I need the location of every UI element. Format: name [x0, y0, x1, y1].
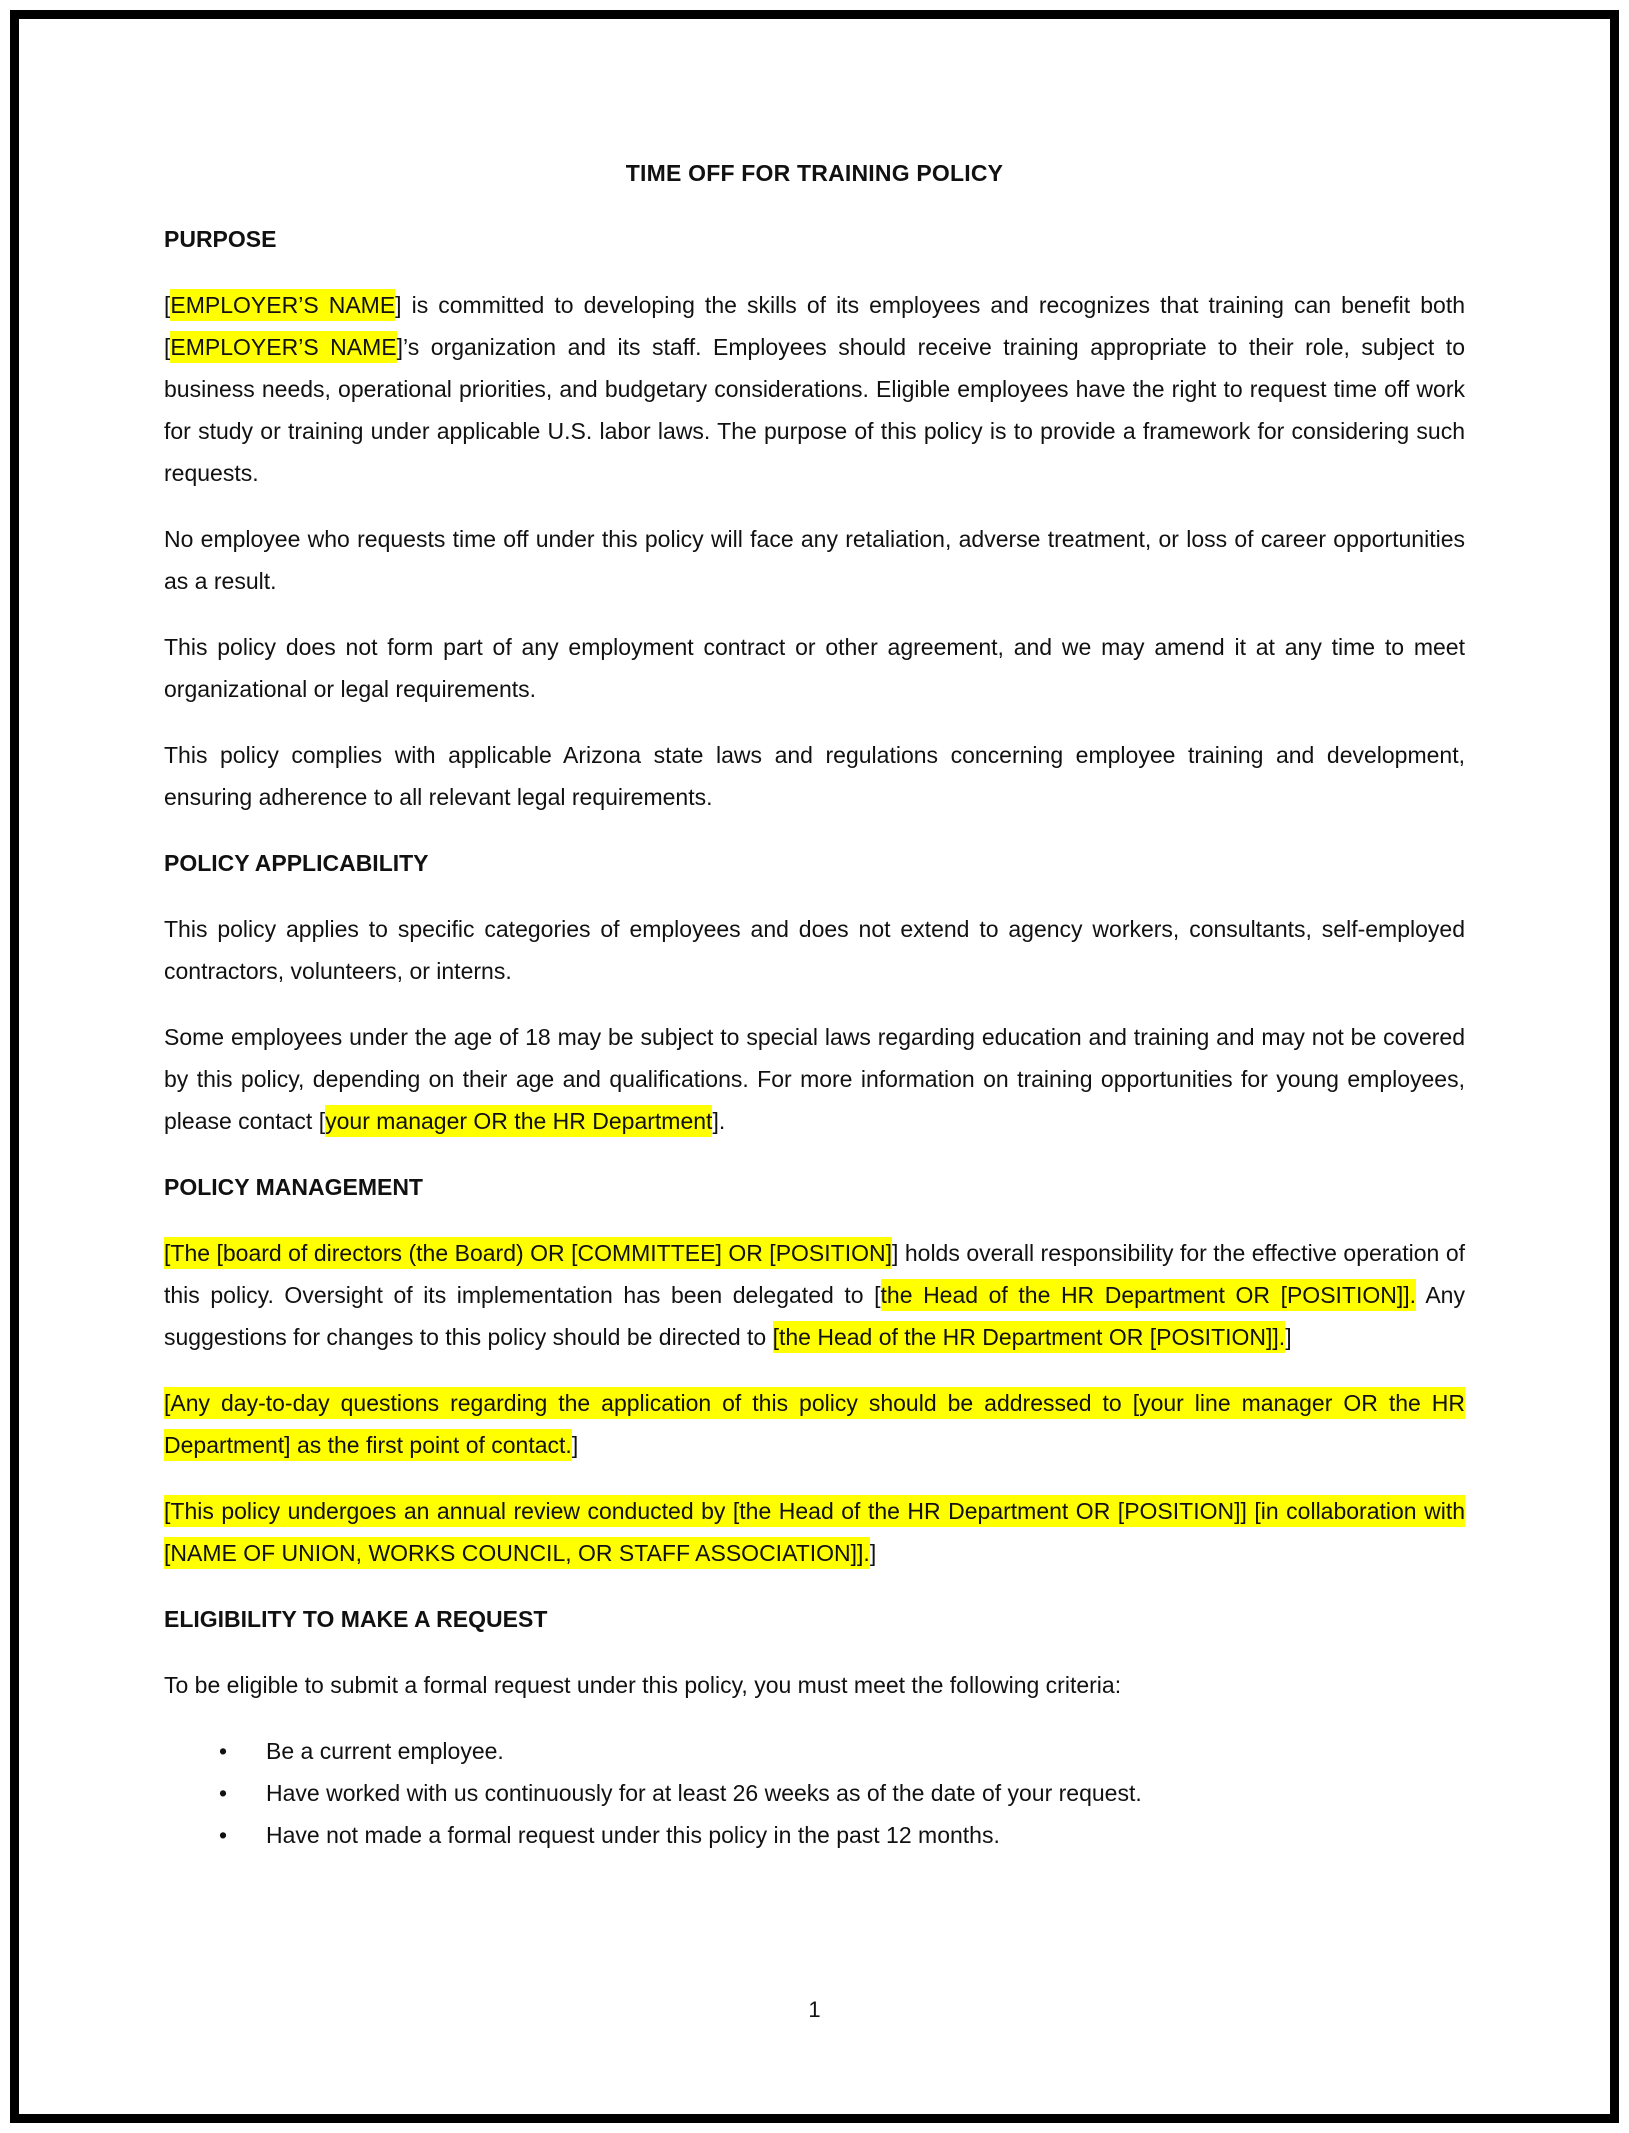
highlighted-text: EMPLOYER’S NAME [170, 289, 395, 321]
bullet-item: • Have not made a formal request under this policy in the past 12 months. [219, 1814, 1465, 1856]
highlighted-text: [The [board of directors (the Board) OR [COMMITTEE] OR [POSITION] [164, 1237, 892, 1269]
text-run: ] [1285, 1324, 1292, 1350]
text-run: ]’s organization and its staff. Employees should receive training appropriate to their role, subject to business needs, operational priorities, and budgetary considerations. Eligible employees have the right to request time off work for study or training under applicable U.S. labor laws. The purpose of this policy is to provide a framework for considering such requests. [164, 334, 1465, 486]
highlighted-text: [This policy undergoes an annual review conducted by [the Head of the HR Department OR [POSITION]] [in collaboration with [NAME OF UNION, WORKS COUNCIL, OR STAFF ASSOCIATION]]. [164, 1495, 1465, 1569]
highlighted-text: the Head of the HR Department OR [POSITION]]. [881, 1279, 1417, 1311]
paragraph [164, 284, 1465, 494]
document-title: TIME OFF FOR TRAINING POLICY [625, 160, 1004, 186]
text-run: ]. [712, 1108, 726, 1134]
paragraph [164, 1664, 1465, 1706]
text-run: No employee who requests time off under this policy will face any retaliation, adverse treatment, or loss of career opportunities as a result. [164, 526, 1465, 594]
bullet-item: • Be a current employee. [219, 1730, 1465, 1772]
paragraph [164, 908, 1465, 992]
highlighted-text: EMPLOYER’S NAME [170, 331, 396, 363]
paragraph [164, 1016, 1465, 1142]
paragraph [164, 734, 1465, 818]
paragraph [164, 1382, 1465, 1466]
bullet-list [164, 1730, 1465, 1856]
page-number: 1 [808, 1997, 821, 2022]
text-run: This policy applies to specific categories of employees and does not extend to agency workers, consultants, self-employed contractors, volunteers, or interns. [164, 916, 1465, 984]
paragraph [164, 1232, 1465, 1358]
highlighted-text: your manager OR the HR Department [325, 1105, 712, 1137]
section-heading: POLICY MANAGEMENT [164, 1174, 423, 1200]
section-heading: ELIGIBILITY TO MAKE A REQUEST [164, 1606, 548, 1632]
highlighted-text: [Any day-to-day questions regarding the application of this policy should be addressed to [your line manager OR the HR Department] as the first point of contact. [164, 1387, 1465, 1461]
text-run: [ [164, 292, 171, 318]
paragraph [164, 518, 1465, 602]
highlighted-text: [the Head of the HR Department OR [POSITION]]. [773, 1321, 1286, 1353]
paragraph [164, 1490, 1465, 1574]
document-body [164, 152, 1465, 1880]
bullet-item: • Have worked with us continuously for at least 26 weeks as of the date of your request. [219, 1772, 1465, 1814]
text-run: This policy does not form part of any employment contract or other agreement, and we may amend it at any time to meet organizational or legal requirements. [164, 634, 1465, 702]
section-heading: PURPOSE [164, 226, 277, 252]
text-run: ] [571, 1432, 579, 1458]
text-run: Any suggestions for changes to this policy should be directed to [164, 1282, 1465, 1350]
section-heading: POLICY APPLICABILITY [164, 850, 429, 876]
text-run: ] [869, 1540, 877, 1566]
paragraph [164, 626, 1465, 710]
text-run: ] is committed to developing the skills of its employees and recognizes that training can benefit both [ [164, 292, 1465, 360]
text-run: To be eligible to submit a formal request under this policy, you must meet the following criteria: [164, 1672, 1122, 1698]
text-run: This policy complies with applicable Arizona state laws and regulations concerning employee training and development, ensuring adherence to all relevant legal requirements. [164, 742, 1465, 810]
text-run: Some employees under the age of 18 may be subject to special laws regarding education and training and may not be covered by this policy, depending on their age and qualifications. For more information on training opportunities for young employees, please contact [ [164, 1024, 1465, 1134]
text-run: ] holds overall responsibility for the effective operation of this policy. Oversight of its implementation has been delegated to [ [164, 1240, 1466, 1308]
